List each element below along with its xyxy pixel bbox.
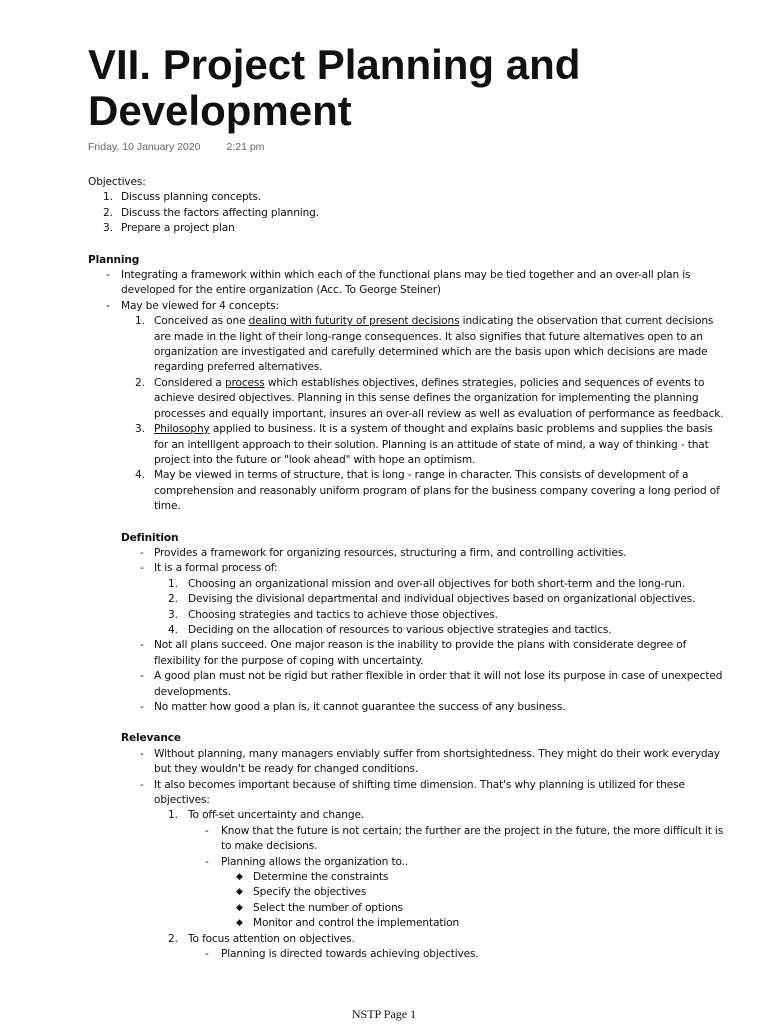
concept-item: 1. Conceived as one dealing with futurity of present decisions indicating the observation that current decisions are made in the light of their long-range consequences. It also signifies that future alternatives open to an organization are investigated and carefully determined which are the basis upon which decisions are made regarding preferred alternatives. — [135, 315, 714, 374]
list-item: - Not all plans succeed. One major reason is the inability to provide the plans with considerate degree of flexibility for the purpose of coping with uncertainty. — [140, 639, 687, 667]
note-content — [0, 175, 768, 963]
page-footer: NSTP Page 1 — [351, 1007, 417, 1021]
diamond-bullet-icon: ◆ — [236, 887, 243, 898]
page-date: Friday, 10 January 2020 — [88, 141, 201, 153]
list-item: 2. Devising the divisional departmental and individual objectives based on organizational objectives. — [168, 593, 696, 606]
list-item: 3. Choosing strategies and tactics to achieve those objectives. — [168, 608, 498, 621]
diamond-bullet-icon: ◆ — [236, 902, 243, 913]
list-item: - Provides a framework for organizing resources, structuring a firm, and controlling activities. — [140, 546, 627, 559]
list-item: ◆ Specify the objectives — [0, 885, 768, 900]
list-item: - No matter how good a plan is, it cannot guarantee the success of any business. — [140, 701, 566, 713]
list-item: 2. To focus attention on objectives. — [168, 932, 355, 945]
list-item: 3. Prepare a project plan — [103, 222, 235, 235]
list-item: - Know that the future is not certain; the further are the project in the future, the more difficult it is to make decisions. — [205, 824, 724, 853]
list-item: 4. Deciding on the allocation of resources to various objective strategies and tactics. — [168, 623, 612, 636]
list-item: - A good plan must not be rigid but rather flexible in order that it will not lose its purpose in case of unexpected developments. — [140, 670, 723, 698]
diamond-bullet-icon: ◆ — [236, 872, 243, 883]
relevance-heading: Relevance — [121, 732, 181, 745]
list-item: - It is a formal process of: — [140, 562, 278, 575]
planning-heading: Planning — [88, 253, 140, 266]
concept-item: 4. May be viewed in terms of structure, that is long - range in character. This consists of development of a comprehension and reasonably uniform program of plans for the business company covering a long period of time. — [135, 469, 720, 513]
list-item: 1. To off-set uncertainty and change. — [168, 809, 365, 822]
list-item: - It also becomes important because of shifting time dimension. That's why planning is utilized for these objectives: — [140, 778, 685, 807]
page-metadata — [88, 141, 264, 153]
list-item: - Planning allows the organization to.. — [205, 855, 409, 868]
definition-heading: Definition — [121, 531, 179, 544]
page-time: 2:21 pm — [226, 141, 265, 153]
list-item: 2. Discuss the factors affecting planning. — [103, 206, 319, 219]
list-item: - Planning is directed towards achieving objectives. — [205, 948, 479, 961]
objectives-heading: Objectives: — [88, 176, 146, 188]
list-item: - Integrating a framework within which each of the functional plans may be tied together and an over-all plan is developed for the entire organization (Acc. To George Steiner) — [106, 269, 691, 297]
list-item: - Without planning, many managers enviably suffer from shortsightedness. They might do their work everyday but they wouldn't be ready for changed conditions. — [140, 747, 720, 776]
list-item: 1. Choosing an organizational mission and over-all objectives for both short-term and the long-run. — [168, 577, 685, 590]
list-item: 1. Discuss planning concepts. — [103, 191, 262, 204]
list-item: ◆ Determine the constraints — [0, 870, 768, 885]
list-item: ◆ Monitor and control the implementation — [0, 916, 768, 931]
list-item: ◆ Select the number of options — [0, 901, 768, 916]
concept-item: 2. Considered a process which establishes objectives, defines strategies, policies and sequences of events to achieve desired objectives. Planning in this sense defines the organization for implementing the planning processes and equally important, insures an over-all review as well as evaluation of performance as feedback. — [135, 376, 724, 420]
concept-item: 3. Philosophy applied to business. It is a system of thought and explains basic problems and supplies the basis for an intelligent approach to their solution. Planning is an attitude of state of mind, a way of thinking - that project into the future or "look ahead" with hope an optimism. — [135, 423, 713, 466]
diamond-bullet-icon: ◆ — [236, 918, 243, 929]
page-title: VII. Project Planning and Development — [88, 41, 581, 134]
list-item: - May be viewed for 4 concepts: — [106, 299, 279, 312]
